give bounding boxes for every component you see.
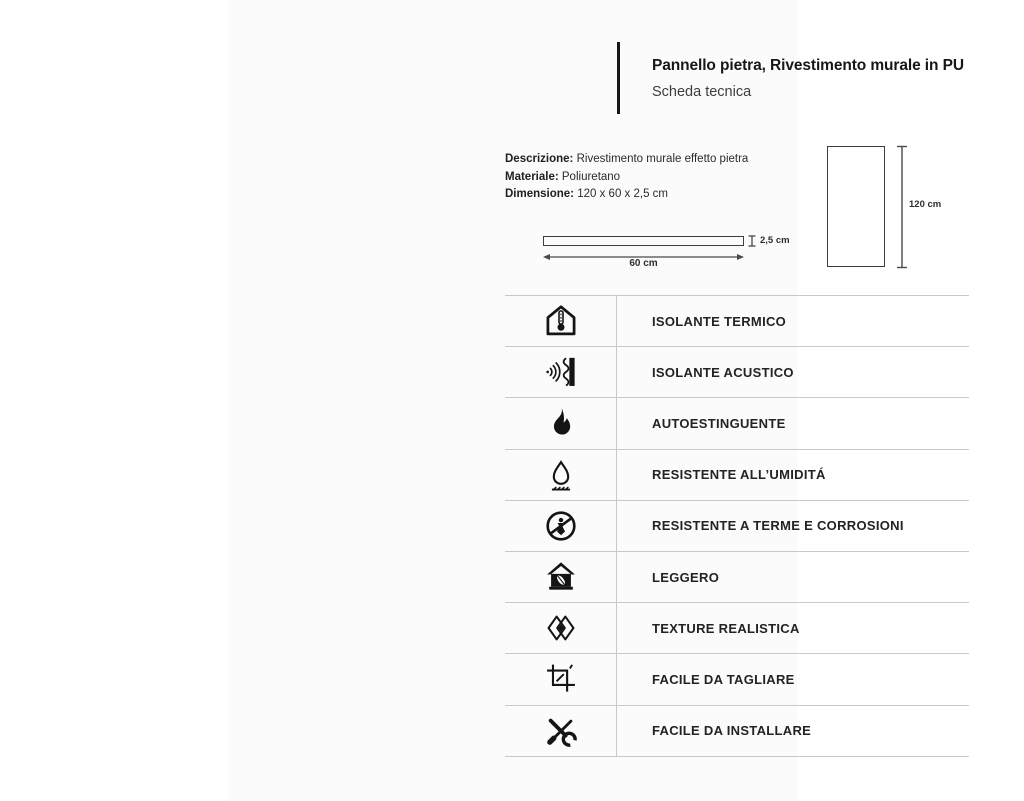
- spec-line-dimension: Dimensione: 120 x 60 x 2,5 cm: [505, 188, 668, 200]
- feature-label-cell: [616, 416, 969, 431]
- water-drop-icon: [542, 456, 580, 494]
- feature-label-cell: [616, 723, 969, 738]
- page-subtitle: Scheda tecnica: [652, 84, 752, 100]
- feature-icon-cell: [505, 712, 616, 750]
- feature-label-cell: [616, 570, 969, 585]
- feature-label-cell: [616, 365, 969, 380]
- house-feather-icon: [542, 558, 580, 596]
- thickness-dimension-label: 2,5 cm: [760, 235, 790, 246]
- panel-side-diagram: [543, 236, 744, 246]
- table-column-divider: [616, 295, 617, 756]
- header-divider: [617, 42, 620, 114]
- page-title: Pannello pietra, Rivestimento murale in PU: [652, 57, 964, 74]
- feature-row: [505, 500, 969, 551]
- feature-icon-cell: [505, 302, 616, 340]
- feature-label: ISOLANTE ACUSTICO: [652, 364, 794, 380]
- height-dimension-line: [895, 145, 909, 269]
- spec-line-description: Descrizione: Rivestimento murale effetto pietra: [505, 153, 749, 165]
- feature-label: TEXTURE REALISTICA: [652, 620, 800, 636]
- features-table: [505, 295, 969, 757]
- feature-label-cell: [616, 621, 969, 636]
- house-thermometer-icon: [542, 302, 580, 340]
- feature-row: [505, 653, 969, 704]
- sound-insulation-icon: [542, 353, 580, 391]
- spec-line-material: Materiale: Poliuretano: [505, 170, 621, 183]
- feature-icon-cell: [505, 353, 616, 391]
- feature-label: RESISTENTE A TERME E CORROSIONI: [652, 518, 904, 534]
- feature-label-cell: [616, 672, 969, 687]
- feature-row: [505, 705, 969, 756]
- feature-label: RESISTENTE ALL’UMIDITÁ: [652, 467, 826, 483]
- no-termite-icon: [542, 507, 580, 545]
- flame-icon: [542, 404, 580, 442]
- crossed-tools-icon: [542, 712, 580, 750]
- feature-label: FACILE DA TAGLIARE: [652, 671, 795, 687]
- diamond-texture-icon: [542, 609, 580, 647]
- feature-label: FACILE DA INSTALLARE: [652, 723, 812, 739]
- thickness-dimension-line: [747, 234, 757, 248]
- feature-icon-cell: [505, 404, 616, 442]
- feature-icon-cell: [505, 507, 616, 545]
- feature-label-cell: [616, 467, 969, 482]
- crop-cut-icon: [542, 660, 580, 698]
- feature-label: AUTOESTINGUENTE: [652, 415, 786, 431]
- feature-icon-cell: [505, 456, 616, 494]
- sheet-page: [228, 0, 964, 801]
- width-dimension-label: 60 cm: [629, 258, 658, 269]
- panel-front-diagram: [827, 146, 885, 267]
- feature-row: [505, 449, 969, 500]
- feature-icon-cell: [505, 558, 616, 596]
- feature-label: LEGGERO: [652, 569, 720, 585]
- feature-row: [505, 602, 969, 653]
- height-dimension-label: 120 cm: [909, 199, 942, 210]
- feature-row: [505, 551, 969, 602]
- feature-row: [505, 397, 969, 448]
- feature-row: [505, 295, 969, 346]
- feature-label-cell: [616, 314, 969, 329]
- spec-list: [505, 151, 748, 204]
- feature-label: ISOLANTE TERMICO: [652, 313, 787, 329]
- feature-row: [505, 346, 969, 397]
- feature-icon-cell: [505, 609, 616, 647]
- feature-label-cell: [616, 518, 969, 533]
- feature-icon-cell: [505, 660, 616, 698]
